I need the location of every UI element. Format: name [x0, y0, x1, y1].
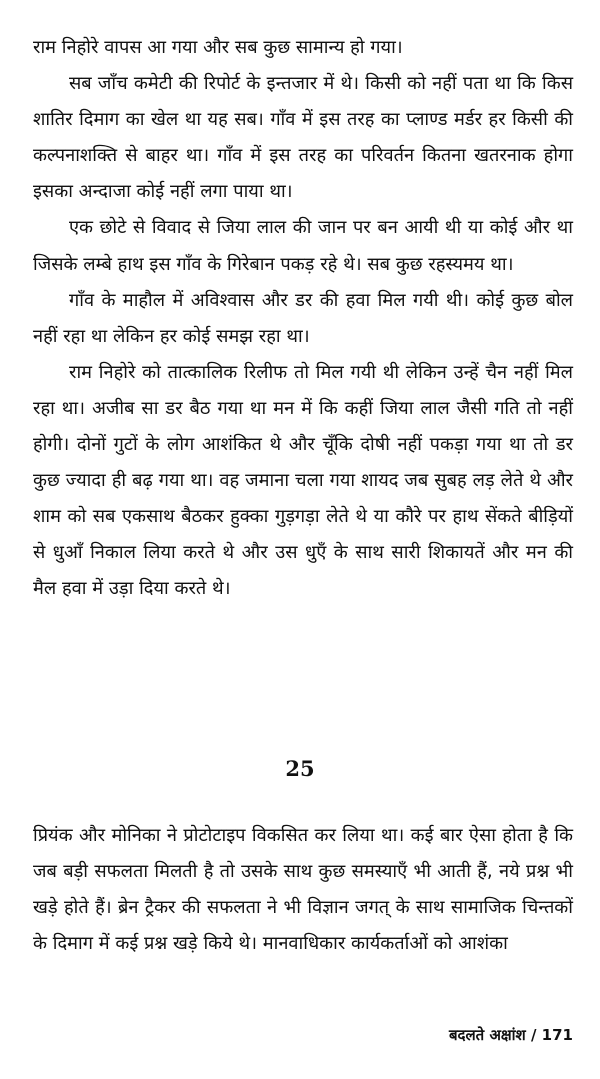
paragraph-dispute: एक छोटे से विवाद से जिया लाल की जान पर बन आयी थी या कोई और था जिसके लम्बे हाथ इस गाँव के गिरेबान पकड़ रहे थे। सब कुछ रहस्यमय था।	[33, 217, 573, 275]
paragraph-return: राम निहोरे वापस आ गया और सब कुछ सामान्य हो गया।	[33, 37, 403, 58]
chapter-body	[33, 818, 573, 962]
paragraph-fear: राम निहोरे को तात्कालिक रिलीफ तो मिल गयी थी लेकिन उन्हें चैन नहीं मिल रहा था। अजीब सा डर बैठ गया था मन में कि कहीं जिया लाल जैसी गति तो नहीं होगी। दोनों गुटों के लोग आशंकित थे और चूँकि दोषी नहीं पकड़ा गया था तो डर कुछ ज्यादा ही बढ़ गया था। वह जमाना चला गया शायद जब सुबह लड़ लेते थे और शाम को सब एकसाथ बैठकर हुक्का गुड़गड़ा लेते थे या कौरे पर हाथ सेंकते बीड़ियों से धुआँ निकाल लिया करते थे और उस धुएँ के साथ सारी शिकायतें और मन की मैल हवा में उड़ा दिया करते थे।	[33, 361, 573, 600]
page-body	[33, 30, 573, 608]
page-footer: बदलते अक्षांश / 171	[448, 1026, 573, 1044]
paragraph-village-mood: गाँव के माहौल में अविश्वास और डर की हवा मिल गयी थी। कोई कुछ बोल नहीं रहा था लेकिन हर कोई समझ रहा था।	[33, 289, 573, 347]
paragraph-prototype: प्रियंक और मोनिका ने प्रोटोटाइप विकसित कर लिया था। कई बार ऐसा होता है कि जब बड़ी सफलता मिलती है तो उसके साथ कुछ समस्याएँ भी आती हैं, नये प्रश्न भी खड़े होते हैं। ब्रेन ट्रैकर की सफलता ने भी विज्ञान जगत् के साथ सामाजिक चिन्तकों के दिमाग में कई प्रश्न खड़े किये थे। मानवाधिकार कार्यकर्ताओं को आशंका	[33, 825, 573, 955]
paragraph-investigation: सब जाँच कमेटी की रिपोर्ट के इन्तजार में थे। किसी को नहीं पता था कि किस शातिर दिमाग का खेल था यह सब। गाँव में इस तरह का प्लाण्ड मर्डर हर किसी की कल्पनाशक्ति से बाहर था। गाँव में इस तरह का परिवर्तन कितना खतरनाक होगा इसका अन्दाजा कोई नहीं लगा पाया था।	[33, 73, 573, 203]
chapter-number: 25	[285, 756, 315, 781]
